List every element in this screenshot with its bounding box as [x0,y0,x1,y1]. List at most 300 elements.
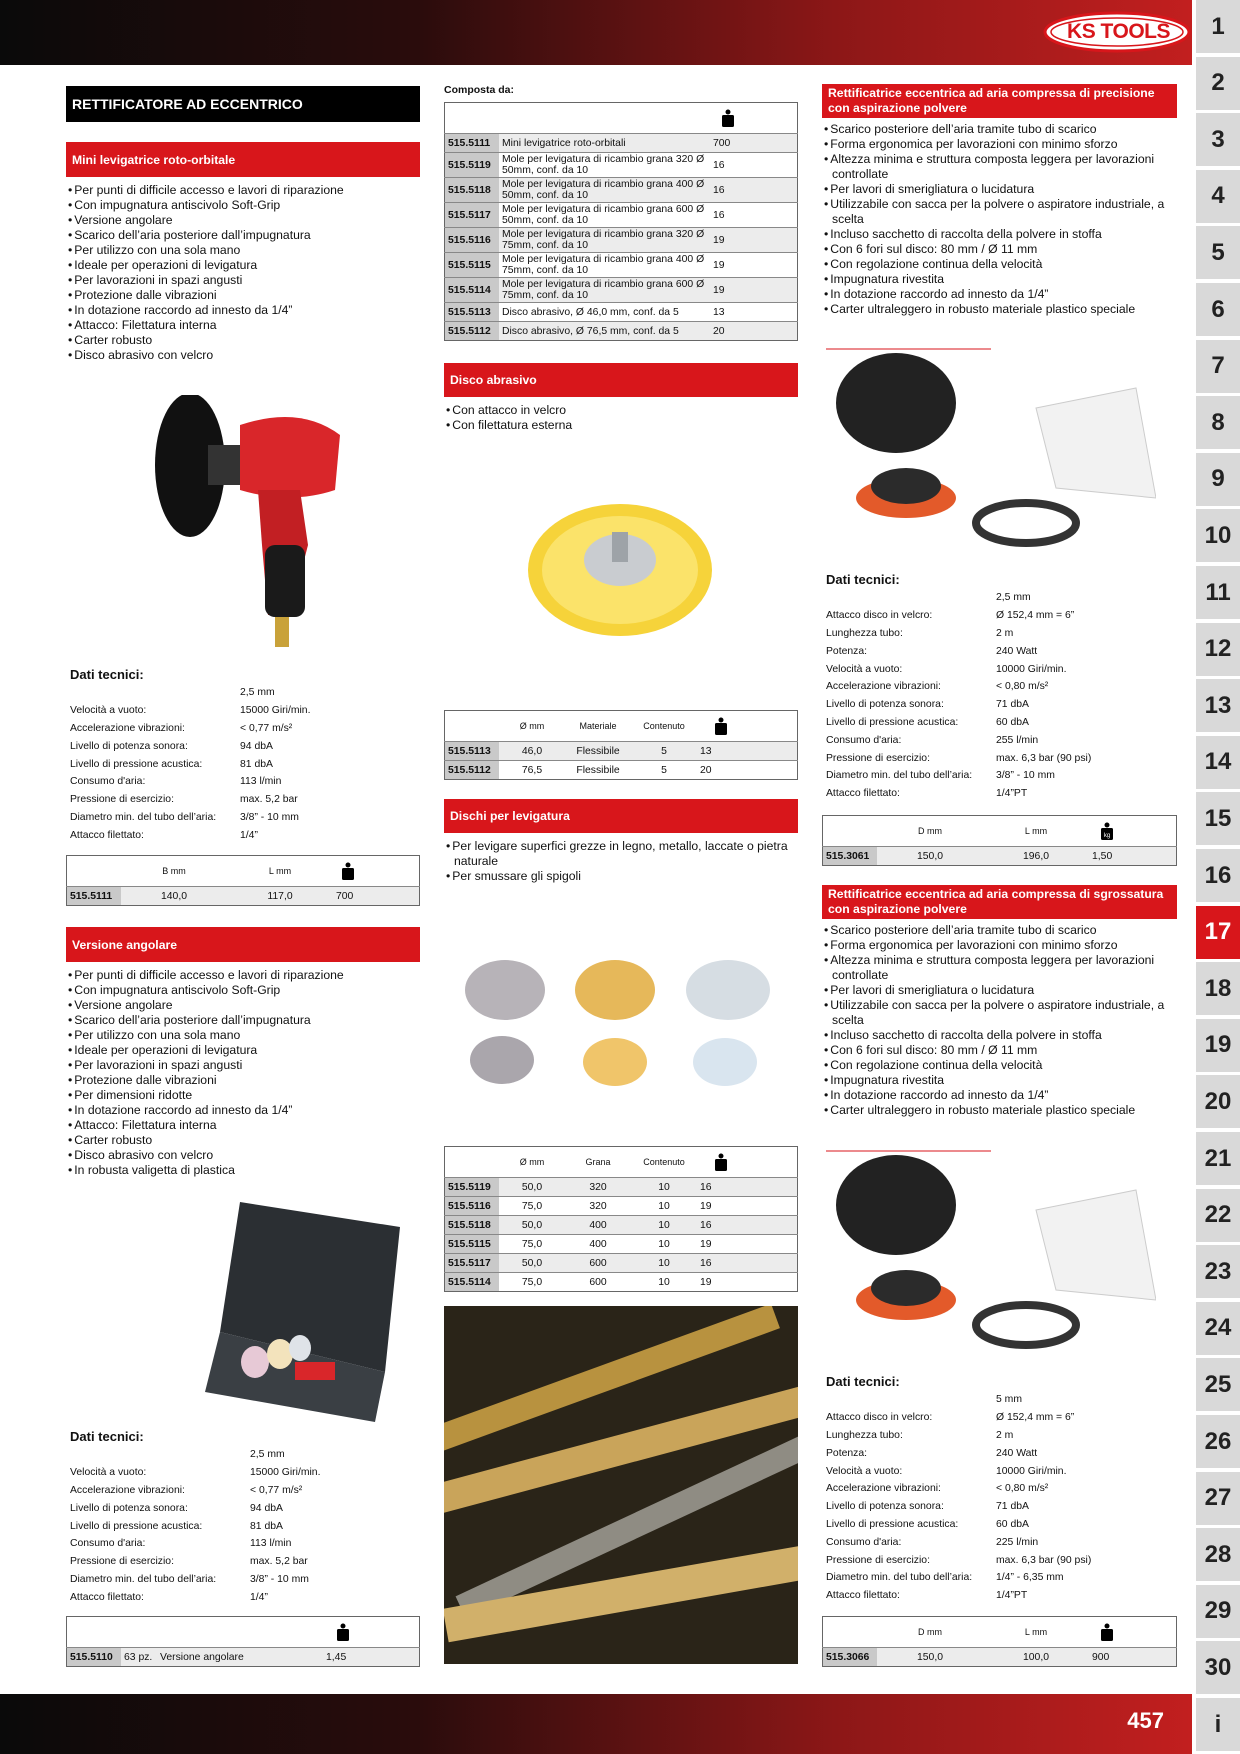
table-cell: 16 [710,178,745,203]
table-row [445,303,798,322]
spec-value: 81 dbA [240,758,273,770]
table-cell: 16 [710,203,745,228]
tech-data-table [70,684,370,844]
spec-label [70,1446,250,1464]
feature-item: • Ideale per operazioni di levigatura [66,258,420,273]
table-row [445,1216,798,1235]
spec-row [826,1427,1166,1445]
feature-item: • Incluso sacchetto di raccolta della polvere in stoffa [822,227,1177,242]
table-cell: 75,0 [499,1235,565,1254]
feature-item: • Con filettatura esterna [444,418,798,433]
table-cell: 13 [697,742,745,761]
spec-label: Livello di potenza sonora: [826,699,944,711]
cell-weight: 1,50 [1089,847,1124,866]
spec-row [70,1588,370,1606]
spec-row [70,1517,370,1535]
spec-row [70,755,370,773]
spec-value: 10000 Giri/min. [996,663,1067,675]
table-cell: 46,0 [499,742,565,761]
spec-label: Accelerazione vibrazioni: [826,1483,941,1495]
feature-item: • Impugnatura rivestita [822,1073,1177,1088]
section-tabs [1196,0,1240,1754]
feature-item: • Per lavorazioni in spazi angusti [66,273,420,288]
item-code: 515.5118 [445,1216,500,1235]
section-heading: Disco abrasivo [444,363,798,397]
col-header-d: D mm [918,1627,942,1637]
spec-row [826,1480,1166,1498]
table-cell: 5 [631,761,697,780]
table-row [445,1178,798,1197]
tab-22[interactable]: 22 [1196,1189,1240,1242]
table-cell: 700 [710,134,745,153]
feature-item: • In dotazione raccordo ad innesto da 1/4” [66,303,420,318]
tab-12[interactable]: 12 [1196,623,1240,676]
feature-item: • Altezza minima e struttura composta leggera per lavorazioni controllate [822,152,1177,182]
feature-list [444,839,798,884]
spec-label: Attacco filettato: [70,1591,144,1603]
spec-label: Diametro min. del tubo dell’aria: [826,770,973,782]
product-table-515-3066 [822,1616,1177,1667]
feature-item: • Scarico posteriore dell’aria tramite tubo di scarico [822,923,1177,938]
col-header-content: Contenuto [643,721,685,731]
tech-data-table [826,589,1166,803]
table-cell: 20 [710,322,745,341]
item-code: 515.5111 [445,134,500,153]
table-cell: 600 [565,1254,631,1273]
tech-data-table [70,1446,370,1606]
spec-value: Ø 152,4 mm = 6” [996,610,1075,622]
feature-item: • Con regolazione continua della velocità [822,257,1177,272]
feature-item: • Attacco: Filettatura interna [66,318,420,333]
spec-value: 2,5 mm [240,687,275,699]
tab-1[interactable]: 1 [1196,0,1240,53]
tab-13[interactable]: 13 [1196,679,1240,732]
cell-l: 100,0 [983,1648,1089,1667]
table-cell: 320 [565,1178,631,1197]
product-table-515-5111 [66,855,420,906]
logo-text: KS TOOLS [1067,20,1170,43]
spec-value: 2,5 mm [250,1449,285,1461]
spec-value: 2,5 mm [996,592,1031,604]
table-cell: 19 [710,253,745,278]
table-cell: Disco abrasivo, Ø 46,0 mm, conf. da 5 [499,303,710,322]
spec-row [826,678,1166,696]
table-cell: 50,0 [499,1178,565,1197]
spec-row [70,1482,370,1500]
feature-item: • In robusta valigetta di plastica [66,1163,420,1178]
section-heading: Dischi per levigatura [444,799,798,833]
feature-item: • Per lavori di smerigliatura o lucidatura [822,983,1177,998]
item-code: 515.5118 [445,178,500,203]
dischi-section [444,799,798,884]
tab-10[interactable]: 10 [1196,509,1240,562]
feature-item: • Per levigare superfici grezze in legno, metallo, laccate o pietra naturale [444,839,798,869]
spec-label: Diametro min. del tubo dell’aria: [826,1572,973,1584]
feature-item: • Con regolazione continua della velocità [822,1058,1177,1073]
spec-label: Livello di potenza sonora: [826,1501,944,1513]
table-cell: Mole per levigatura di ricambio grana 400 Ø 50mm, conf. da 10 [499,178,710,203]
table-cell: Mole per levigatura di ricambio grana 400 Ø 75mm, conf. da 10 [499,253,710,278]
tech-data-1 [70,663,370,844]
table-row [445,1254,798,1273]
feature-item: • Disco abrasivo con velcro [66,1148,420,1163]
table-cell: 50,0 [499,1216,565,1235]
col-header-b: B mm [162,866,186,876]
spec-label: Velocità a vuoto: [70,705,147,717]
spec-value: < 0,80 m/s² [996,1483,1049,1495]
tab-18[interactable]: 18 [1196,962,1240,1015]
tech-data-title: Dati tecnici: [70,667,144,682]
tab-8[interactable]: 8 [1196,396,1240,449]
spec-value: 71 dbA [996,1501,1029,1513]
page-number: 457 [1127,1708,1164,1733]
spec-value: 1/4”PT [996,788,1028,800]
page-title: RETTIFICATORE AD ECCENTRICO [66,86,420,122]
spec-value: 2 m [996,627,1014,639]
spec-row [826,642,1166,660]
spec-label: Livello di pressione acustica: [826,716,959,728]
cell-d: 150,0 [877,847,983,866]
feature-item: • Per utilizzo con una sola mano [66,243,420,258]
tab-17[interactable]: 17 [1196,906,1240,959]
composition-title: Composta da: [444,84,515,96]
feature-item: • Ideale per operazioni di levigatura [66,1043,420,1058]
spec-row [826,749,1166,767]
table-cell: Flessibile [565,742,631,761]
column-2 [444,84,798,341]
feature-list [822,122,1177,317]
tab-25[interactable]: 25 [1196,1358,1240,1411]
spec-row [826,1587,1166,1605]
spec-value: 255 l/min [996,734,1039,746]
tab-21[interactable]: 21 [1196,1132,1240,1185]
spec-value: 113 l/min [240,776,282,788]
spec-row [70,684,370,702]
item-code: 515.5112 [445,322,500,341]
feature-item: • Per utilizzo con una sola mano [66,1028,420,1043]
table-cell: 400 [565,1216,631,1235]
column-3-section-2 [822,885,1177,1118]
tech-data-4 [826,1370,1166,1605]
table-row [445,203,798,228]
tab-4[interactable]: 4 [1196,170,1240,223]
feature-item: • Con 6 fori sul disco: 80 mm / Ø 11 mm [822,242,1177,257]
feature-item: • Per punti di difficile accesso e lavori di riparazione [66,183,420,198]
feature-item: • Forma ergonomica per lavorazioni con minimo sforzo [822,137,1177,152]
spec-value: < 0,80 m/s² [996,681,1049,693]
table-row [445,1197,798,1216]
feature-list [822,923,1177,1118]
spec-row [826,1444,1166,1462]
spec-label: Pressione di esercizio: [70,1556,174,1568]
spec-row [826,589,1166,607]
spec-label: Consumo d'aria: [70,1538,146,1550]
spec-row [826,1498,1166,1516]
tab-20[interactable]: 20 [1196,1075,1240,1128]
tab-6[interactable]: 6 [1196,283,1240,336]
spec-row [70,702,370,720]
table-cell: Mole per levigatura di ricambio grana 600 Ø 75mm, conf. da 10 [499,278,710,303]
spec-value: 1/4” [250,1591,268,1603]
spec-label: Potenza: [826,645,868,657]
tab-29[interactable]: 29 [1196,1585,1240,1638]
weight-unit: kg [1103,833,1110,839]
tab-7[interactable]: 7 [1196,340,1240,393]
roughing-sander-image [826,1150,1156,1360]
weight-icon [697,1147,745,1178]
tab-14[interactable]: 14 [1196,736,1240,789]
spec-row [70,737,370,755]
spec-label: Livello di pressione acustica: [70,758,203,770]
spec-value: 94 dbA [250,1502,283,1514]
table-row [445,228,798,253]
item-code: 515.5112 [445,761,500,780]
spec-value: Ø 152,4 mm = 6” [996,1412,1075,1424]
tech-data-2 [70,1425,370,1606]
spec-row [826,1533,1166,1551]
spec-value: max. 5,2 bar [240,794,298,806]
feature-item: • Versione angolare [66,998,420,1013]
spec-value: 1/4” [240,829,258,841]
spec-label [826,1391,996,1409]
cell-l: 196,0 [983,847,1089,866]
spec-label: Accelerazione vibrazioni: [70,1484,185,1496]
item-code: 515.5116 [445,228,500,253]
spec-label: Consumo d'aria: [826,1536,902,1548]
tab-5[interactable]: 5 [1196,226,1240,279]
item-code: 515.5117 [445,1254,500,1273]
table-cell: 16 [710,153,745,178]
spec-label: Velocità a vuoto: [826,663,903,675]
spec-value: 3/8” - 10 mm [250,1573,309,1585]
spec-label: Potenza: [826,1447,868,1459]
cell-d: 150,0 [877,1648,983,1667]
spec-value: max. 6,3 bar (90 psi) [996,752,1092,764]
item-code: 515.5116 [445,1197,500,1216]
spec-row [70,1499,370,1517]
feature-item: • Versione angolare [66,213,420,228]
footer-bar [0,1694,1192,1754]
sanding-discs-image [460,950,780,1100]
item-code: 515.5115 [445,253,500,278]
spec-label: Diametro min. del tubo dell’aria: [70,1573,217,1585]
cell-pieces: 63 pz. [121,1648,157,1667]
spec-row [70,1553,370,1571]
spec-label: Accelerazione vibrazioni: [826,681,941,693]
tab-i[interactable]: i [1196,1698,1240,1751]
spec-value: 10000 Giri/min. [996,1465,1067,1477]
item-code: 515.5119 [445,153,500,178]
spec-value: < 0,77 m/s² [250,1484,303,1496]
spec-row [826,607,1166,625]
spec-row [70,1571,370,1589]
spec-label: Attacco disco in velcro: [826,1412,933,1424]
item-code: 515.5119 [445,1178,500,1197]
tab-3[interactable]: 3 [1196,113,1240,166]
weight-icon [1089,816,1124,847]
spec-label: Pressione di esercizio: [826,752,930,764]
table-row [445,742,798,761]
weight-icon [697,711,745,742]
metal-parts-photo [444,1306,798,1664]
tab-11[interactable]: 11 [1196,566,1240,619]
feature-item: • Scarico dell’aria posteriore dall’impugnatura [66,228,420,243]
tab-24[interactable]: 24 [1196,1302,1240,1355]
spec-value: 240 Watt [996,1447,1038,1459]
feature-item: • Forma ergonomica per lavorazioni con minimo sforzo [822,938,1177,953]
feature-item: • Incluso sacchetto di raccolta della polvere in stoffa [822,1028,1177,1043]
table-row [445,178,798,203]
spec-row [70,1446,370,1464]
product-table-515-5110 [66,1616,420,1667]
tab-23[interactable]: 23 [1196,1245,1240,1298]
feature-item: • Protezione dalle vibrazioni [66,288,420,303]
section-heading: Rettificatrice eccentrica ad aria compressa di sgrossatura con aspirazione polvere [822,885,1177,919]
table-row [445,134,798,153]
tab-26[interactable]: 26 [1196,1415,1240,1468]
table-row [445,253,798,278]
item-code: 515.5117 [445,203,500,228]
col-header-content: Contenuto [643,1157,685,1167]
disco-image [520,500,720,640]
spec-value: 240 Watt [996,645,1038,657]
column-3 [822,84,1177,317]
col-header-l: L mm [1024,1627,1048,1637]
spec-value: 1/4” - 6,35 mm [996,1572,1064,1584]
table-row [445,761,798,780]
feature-item: • In dotazione raccordo ad innesto da 1/4” [822,287,1177,302]
feature-item: • Attacco: Filettatura interna [66,1118,420,1133]
table-cell: 10 [631,1197,697,1216]
col-header-l: L mm [1024,826,1048,836]
spec-value: 15000 Giri/min. [250,1467,321,1479]
spec-label: Livello di potenza sonora: [70,1502,188,1514]
tab-30[interactable]: 30 [1196,1641,1240,1694]
spec-row [70,826,370,844]
spec-label: Pressione di esercizio: [826,1554,930,1566]
feature-list [66,968,420,1178]
table-cell: 19 [710,278,745,303]
spec-row [70,791,370,809]
table-cell: 16 [697,1178,745,1197]
table-row [445,1235,798,1254]
column-1 [66,86,420,363]
tab-19[interactable]: 19 [1196,1019,1240,1072]
spec-row [826,1516,1166,1534]
tab-15[interactable]: 15 [1196,792,1240,845]
spec-label: Attacco filettato: [826,1590,900,1602]
spec-label [826,589,996,607]
spec-value: 60 dbA [996,1518,1029,1530]
spec-row [826,1462,1166,1480]
spec-row [826,1551,1166,1569]
spec-value: 3/8” - 10 mm [996,770,1055,782]
tech-data-table [826,1391,1166,1605]
spec-value: 94 dbA [240,740,273,752]
tech-data-title: Dati tecnici: [826,572,900,587]
spec-value: 81 dbA [250,1520,283,1532]
feature-item: • Con 6 fori sul disco: 80 mm / Ø 11 mm [822,1043,1177,1058]
spec-row [70,773,370,791]
spec-value: max. 6,3 bar (90 psi) [996,1554,1092,1566]
tab-9[interactable]: 9 [1196,453,1240,506]
spec-row [826,1409,1166,1427]
disco-section [444,363,798,433]
spec-label: Livello di pressione acustica: [826,1518,959,1530]
spec-label: Livello di pressione acustica: [70,1520,203,1532]
feature-item: • Scarico dell’aria posteriore dall’impugnatura [66,1013,420,1028]
spec-value: 225 l/min [996,1536,1039,1548]
spec-row [826,696,1166,714]
table-cell: Disco abrasivo, Ø 76,5 mm, conf. da 5 [499,322,710,341]
tech-data-3 [826,568,1166,803]
tab-28[interactable]: 28 [1196,1528,1240,1581]
table-cell: 5 [631,742,697,761]
cell-l: 117,0 [227,887,333,906]
weight-icon [323,1617,363,1648]
precision-sander-image [826,348,1156,560]
table-cell: 10 [631,1254,697,1273]
feature-item: • Carter ultraleggero in robusto materiale plastico speciale [822,302,1177,317]
col-header-diameter: Ø mm [519,1157,545,1167]
spec-row [826,731,1166,749]
section-heading: Rettificatrice eccentrica ad aria compressa di precisione con aspirazione polvere [822,84,1177,118]
table-cell: 10 [631,1178,697,1197]
cell-weight: 1,45 [323,1648,363,1667]
spec-label: Lunghezza tubo: [826,1429,903,1441]
section-heading: Versione angolare [66,927,420,962]
spec-value: 5 mm [996,1394,1022,1406]
feature-item: • Con attacco in velcro [444,403,798,418]
spec-value: 3/8” - 10 mm [240,811,299,823]
weight-icon [333,856,363,887]
item-code: 515.3066 [823,1648,878,1667]
table-cell: 16 [697,1216,745,1235]
item-code: 515.3061 [823,847,878,866]
feature-item: • Per punti di difficile accesso e lavori di riparazione [66,968,420,983]
item-code: 515.5113 [445,742,500,761]
cell-description: Versione angolare [157,1648,323,1667]
tab-27[interactable]: 27 [1196,1472,1240,1525]
spec-row [70,720,370,738]
feature-item: • Per lavorazioni in spazi angusti [66,1058,420,1073]
col-header-material: Materiale [579,721,617,731]
spec-label: Consumo d'aria: [826,734,902,746]
spec-label: Attacco filettato: [826,788,900,800]
feature-item: • In dotazione raccordo ad innesto da 1/4” [822,1088,1177,1103]
tab-16[interactable]: 16 [1196,849,1240,902]
table-cell: 10 [631,1235,697,1254]
dischi-table [444,1146,798,1292]
tech-data-title: Dati tecnici: [826,1374,900,1389]
feature-item: • Utilizzabile con sacca per la polvere o aspiratore industriale, a scelta [822,998,1177,1028]
feature-item: • In dotazione raccordo ad innesto da 1/4” [66,1103,420,1118]
spec-value: 15000 Giri/min. [240,705,311,717]
product-table-515-3061 [822,815,1177,866]
mini-sander-image [140,395,340,655]
spec-label: Velocità a vuoto: [826,1465,903,1477]
spec-row [826,767,1166,785]
item-code: 515.5111 [67,887,122,906]
col-header-d: D mm [918,826,942,836]
spec-row [70,1464,370,1482]
tab-2[interactable]: 2 [1196,57,1240,110]
feature-item: • Impugnatura rivestita [822,272,1177,287]
table-cell: 19 [697,1197,745,1216]
table-cell: 16 [697,1254,745,1273]
tech-data-title: Dati tecnici: [70,1429,144,1444]
table-cell: Mini levigatrice roto-orbitali [499,134,710,153]
